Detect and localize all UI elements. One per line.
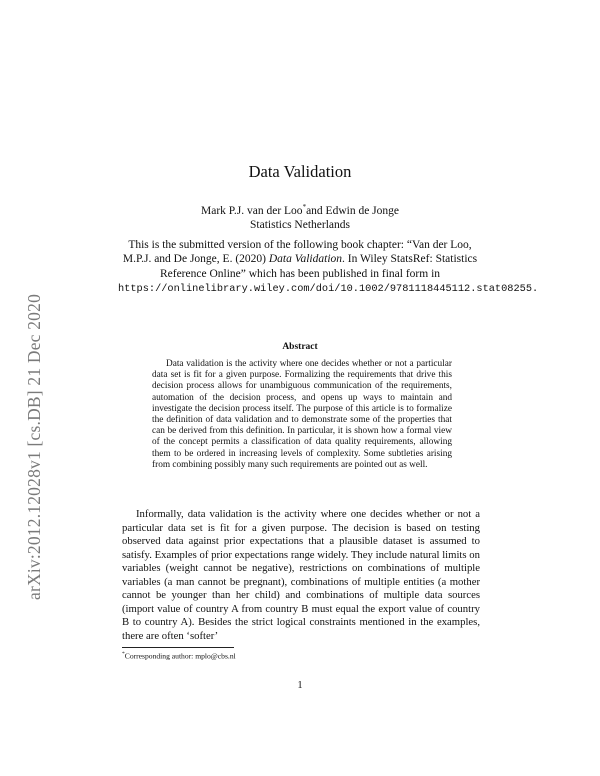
author-names (0, 200, 600, 218)
page-number: 1 (297, 680, 303, 691)
author-rest: and Edwin de Jonge (306, 204, 400, 217)
footnote-text: Corresponding author: mplo@cbs.nl (124, 651, 236, 661)
footnote-marker: * (122, 651, 125, 657)
author-block (0, 200, 600, 232)
footnote-marker: * (302, 203, 307, 211)
paper-title: Data Validation (248, 162, 352, 181)
arxiv-identifier-stamp: arXiv:2012.12028v1 [cs.DB] 21 Dec 2020 (24, 293, 44, 600)
affiliation: Statistics Netherlands (250, 218, 350, 231)
footnote-rule (122, 647, 234, 648)
doi-link[interactable]: https://onlinelibrary.wiley.com/doi/10.1002/9781118445112.stat08255. (118, 283, 539, 296)
note-book-title: Data Validation (268, 253, 343, 266)
footnote (122, 651, 480, 661)
note-text-before: This is the submitted version of the following book chapter: “Van der Loo, M.P.J. and De Jonge, E. (2020) (122, 239, 472, 266)
publication-note (118, 238, 539, 297)
note-text-after: . In Wiley StatsRef: Statistics Reference Online” which has been published in final form in (159, 253, 478, 280)
body-paragraph: Informally, data validation is the activity where one decides whether or not a particular data set is fit for a given purpose. The decision is based on testing observed data against prior expectations that a plausible dataset is assumed to satisfy. Examples of prior expectations range widely. They include natural limits on variables (weight cannot be negative), restrictions on combinations of multiple variables (a man cannot be pregnant), combinations of multiple entities (a mother cannot be younger than her child) and combinations of multiple data sources (import value of country A from country B must equal the export value of country B to country A). Besides the strict logical constraints mentioned in the examples, there are often ‘softer’ (122, 508, 480, 642)
abstract-heading: Abstract (282, 342, 318, 352)
author-first: Mark P.J. van der Loo (200, 204, 303, 217)
abstract-text: Data validation is the activity where one decides whether or not a particular data set is fit for a given purpose. Formalizing the requirements that drive this decision process allows for unambiguous communication of the requirements, automation of the decision process, and opens up ways to maintain and investigate the decision process itself. The purpose of this article is to formalize the definition of data validation and to demonstrate some of the properties that can be derived from this definition. In particular, it is shown how a formal view of the concept permits a classification of data quality requirements, allowing them to be ordered in increasing levels of complexity. Some subtleties arising from combining possibly many such requirements are pointed out as well. (152, 359, 452, 470)
